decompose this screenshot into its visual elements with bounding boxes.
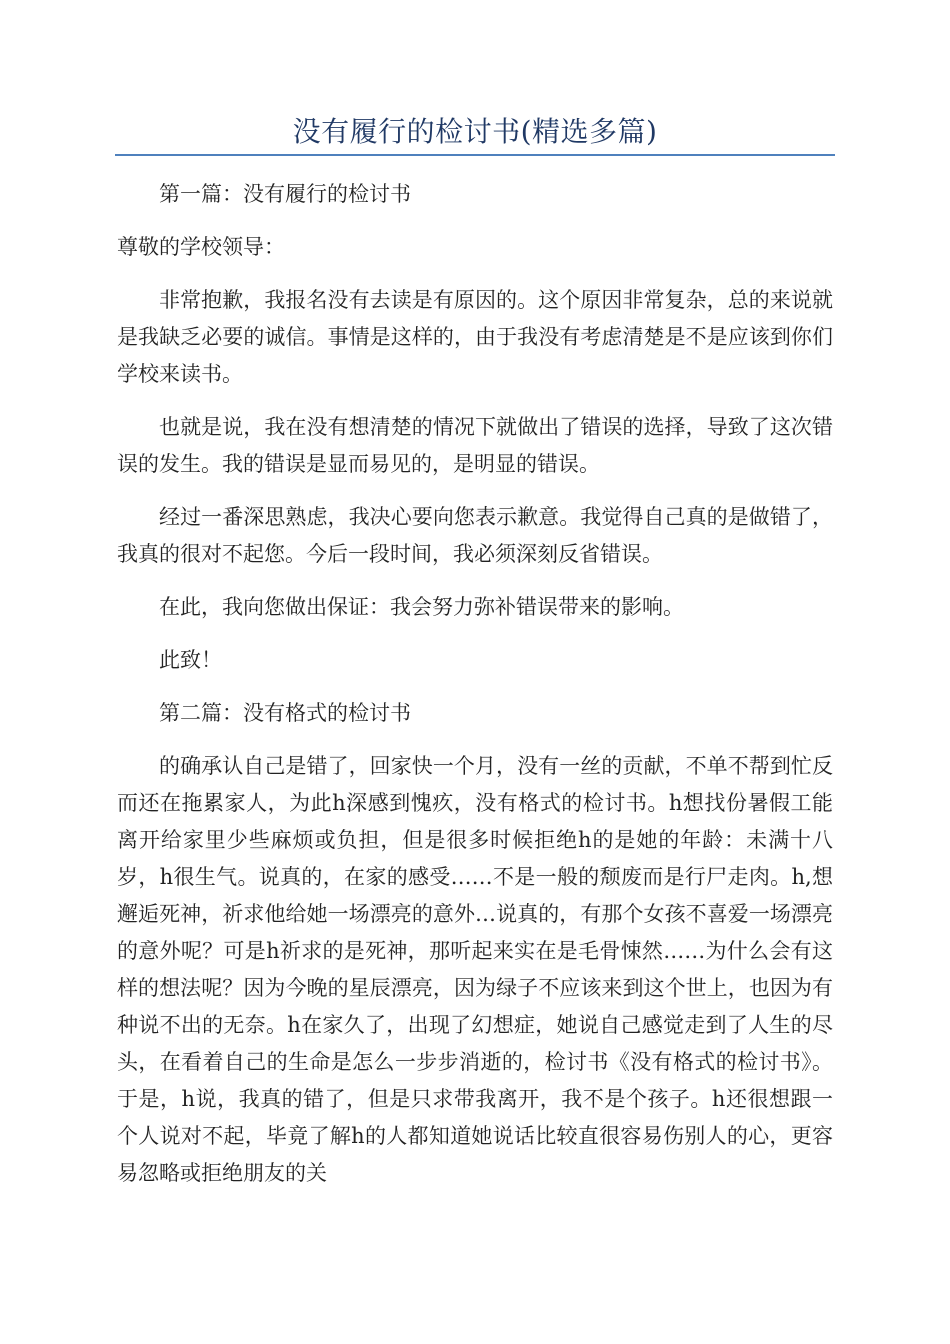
- title-underline: [115, 154, 835, 156]
- closing: 此致！: [159, 648, 222, 672]
- salutation: 尊敬的学校领导：: [117, 235, 285, 259]
- paragraph: 在此，我向您做出保证：我会努力弥补错误带来的影响。: [159, 595, 684, 619]
- section-2-heading: 第二篇：没有格式的检讨书: [159, 701, 411, 725]
- paragraph: 经过一番深思熟虑，我决心要向您表示歉意。我觉得自己真的是做错了，我真的很对不起您。今后一段时间，我必须深刻反省错误。: [117, 505, 833, 566]
- document-body: [117, 176, 833, 1208]
- section-1-heading: 第一篇：没有履行的检讨书: [159, 182, 411, 206]
- paragraph: 也就是说，我在没有想清楚的情况下就做出了错误的选择，导致了这次错误的发生。我的错误是显而易见的，是明显的错误。: [117, 415, 833, 476]
- paragraph: 非常抱歉，我报名没有去读是有原因的。这个原因非常复杂，总的来说就是我缺乏必要的诚信。事情是这样的，由于我没有考虑清楚是不是应该到你们学校来读书。: [117, 288, 833, 386]
- document-title: 没有履行的检讨书(精选多篇): [292, 115, 658, 148]
- paragraph: 的确承认自己是错了，回家快一个月，没有一丝的贡献，不单不帮到忙反而还在拖累家人，为此h深感到愧疚，没有格式的检讨书。h想找份暑假工能离开给家里少些麻烦或负担，但是很多时候拒绝h的是她的年龄：未满十八岁，h很生气。说真的，在家的感受……不是一般的颓废而是行尸走肉。h,想邂逅死神，祈求他给她一场漂亮的意外…说真的，有那个女孩不喜爱一场漂亮的意外呢？可是h祈求的是死神，那听起来实在是毛骨悚然……为什么会有这样的想法呢？因为今晚的星辰漂亮，因为绿子不应该来到这个世上，也因为有种说不出的无奈。h在家久了，出现了幻想症，她说自己感觉走到了人生的尽头，在看着自己的生命是怎么一步步消逝的，检讨书《没有格式的检讨书》。于是，h说，我真的错了，但是只求带我离开，我不是个孩子。h还很想跟一个人说对不起，毕竟了解h的人都知道她说话比较直很容易伤别人的心，更容易忽略或拒绝朋友的关: [117, 754, 833, 1185]
